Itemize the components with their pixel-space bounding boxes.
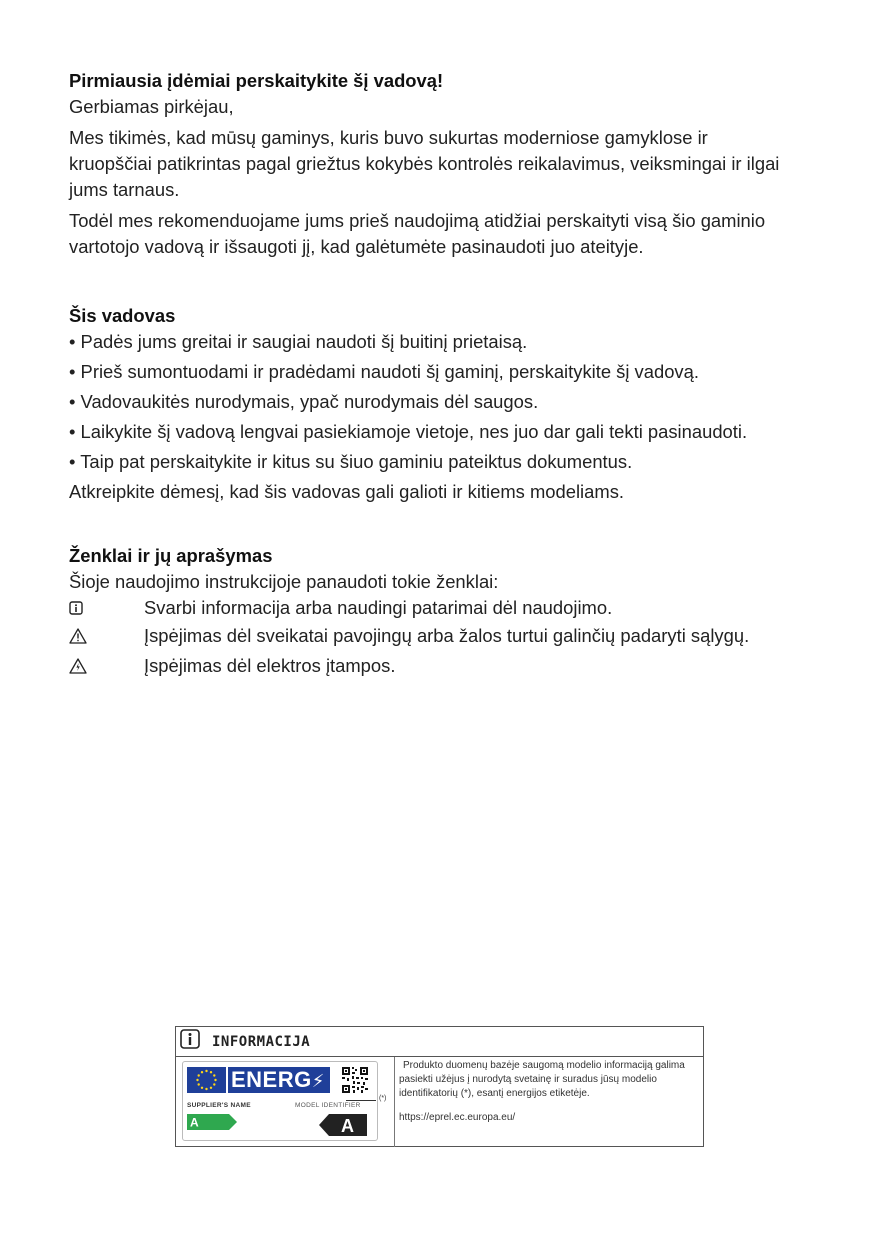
model-identifier: MODEL IDENTIFIER (295, 1102, 361, 1109)
symbol-description: Svarbi informacija arba naudingi patarimai dėl naudojimo. (144, 597, 613, 618)
energy-label (182, 1061, 378, 1141)
info-box-header (176, 1027, 703, 1057)
info-icon (180, 1029, 200, 1054)
identifier-marker: (*) (379, 1095, 387, 1102)
greeting: Gerbiamas pirkėjau, (69, 96, 234, 117)
supplier-name: SUPPLIER'S NAME (187, 1102, 251, 1109)
eprel-link[interactable]: https://eprel.ec.europa.eu/ (399, 1112, 516, 1123)
manual-item: • Padės jums greitai ir saugiai naudoti šį buitinį prietaisą. (69, 331, 528, 352)
symbol-description: Įspėjimas dėl elektros įtampos. (144, 655, 396, 676)
info-icon (69, 595, 144, 621)
energy-class-scale-arrow (187, 1114, 237, 1130)
manual-note: Atkreipkite dėmesį, kad šis vadovas gali galioti ir kitiems modeliams. (69, 481, 624, 502)
warning-icon (69, 623, 144, 649)
symbol-row-info (69, 595, 789, 621)
energy-class-indicator (319, 1114, 367, 1136)
symbols-intro: Šioje naudojimo instrukcijoje panaudoti tokie ženklai: (69, 571, 499, 592)
energy-class-letter: A (341, 1116, 354, 1136)
manual-item: • Prieš sumontuodami ir pradėdami naudoti šį gaminį, perskaitykite šį vadovą. (69, 361, 699, 382)
manual-item: • Vadovaukitės nurodymais, ypač nurodymais dėl saugos. (69, 391, 539, 412)
manual-item: • Taip pat perskaitykite ir kitus su šiuo gaminiu pateiktus dokumentus. (69, 451, 633, 472)
symbol-row-electric (69, 653, 789, 679)
manual-item: • Laikykite šį vadovą lengvai pasiekiamoje vietoje, nes juo dar gali tekti pasinaudoti. (69, 421, 748, 442)
electric-warning-icon (69, 653, 144, 679)
energy-class-scale-letter: A (190, 1115, 199, 1130)
intro-paragraph-2: Todėl mes rekomenduojame jums prieš naudojimą atidžiai perskaityti visą šio gaminio vartotojo vadovą ir išsaugoti jį, kad galėtumėte pasinaudoti juo ateityje. (69, 210, 766, 257)
lightning-icon: ⚡ (311, 1071, 325, 1091)
symbol-description: Įspėjimas dėl sveikatai pavojingų arba žalos turtui galinčių padaryti sąlygų. (144, 625, 750, 646)
energy-logo (228, 1067, 330, 1093)
energy-logo-text: ENERG (231, 1067, 312, 1092)
intro-heading: Pirmiausia įdėmiai perskaitykite šį vadovą! (69, 70, 444, 91)
info-box-title: INFORMACIJA (212, 1033, 311, 1050)
qr-code-icon (341, 1066, 369, 1094)
information-box (175, 1026, 704, 1147)
symbols-heading: Ženklai ir jų aprašymas (69, 545, 273, 566)
manual-heading: Šis vadovas (69, 305, 176, 326)
page-content (69, 68, 789, 679)
energy-label-area (176, 1057, 395, 1147)
symbol-row-warning (69, 623, 789, 649)
eu-flag-icon (187, 1067, 226, 1093)
info-box-text (395, 1057, 703, 1147)
intro-paragraph-1: Mes tikimės, kad mūsų gaminys, kuris buvo sukurtas moderniose gamyklose ir kruopščiai patikrintas pagal griežtus kokybės kontrolės reikalavimus, veiksmingai ir ilgai jums tarnaus. (69, 127, 780, 200)
identifier-pointer-line (346, 1100, 376, 1101)
info-description: Produkto duomenų bazėje saugomą modelio informaciją galima pasiekti užėjus į nurodytą svetainę ir suradus jūsų modelio identifikatorių (*), esantį energijos etiketėje. (399, 1060, 685, 1099)
